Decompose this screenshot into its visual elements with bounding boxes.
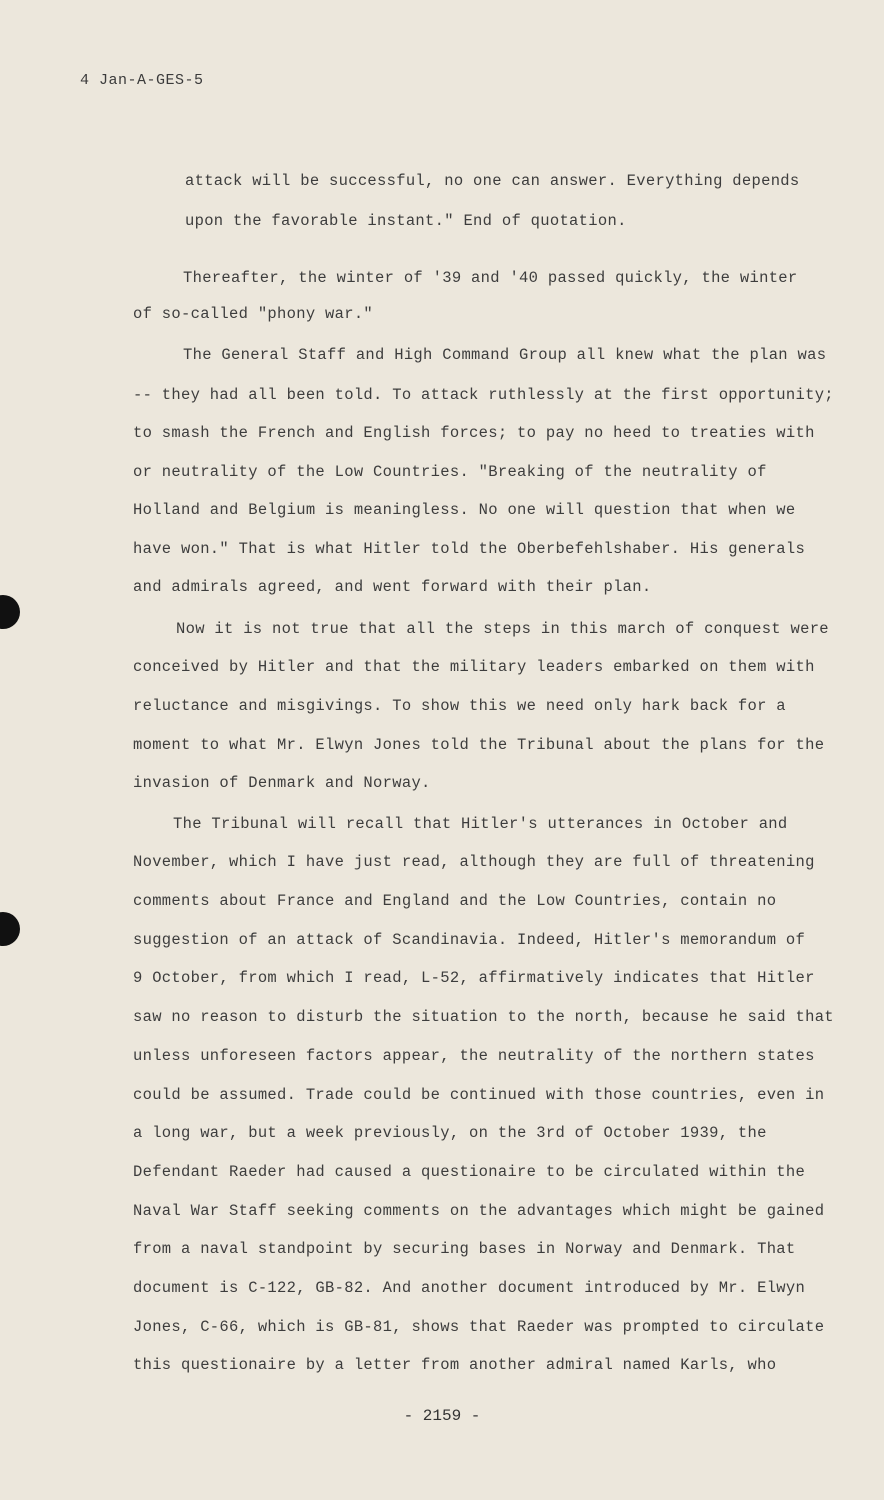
text-line: -- they had all been told. To attack ruthlessly at the first opportunity; — [133, 386, 834, 404]
text-line: of so-called "phony war." — [133, 305, 374, 323]
punch-hole — [0, 912, 20, 946]
text-line: invasion of Denmark and Norway. — [133, 774, 431, 792]
text-line: attack will be successful, no one can answer. Everything depends — [185, 172, 800, 190]
document-code: 4 Jan-A-GES-5 — [80, 72, 204, 89]
text-line: have won." That is what Hitler told the Oberbefehlshaber. His generals — [133, 540, 806, 558]
text-line: saw no reason to disturb the situation to the north, because he said that — [133, 1008, 834, 1026]
text-line: or neutrality of the Low Countries. "Breaking of the neutrality of — [133, 463, 767, 481]
text-line: upon the favorable instant." End of quotation. — [185, 212, 627, 230]
text-line: Thereafter, the winter of '39 and '40 passed quickly, the winter — [183, 269, 798, 287]
punch-hole — [0, 595, 20, 629]
text-line: conceived by Hitler and that the military leaders embarked on them with — [133, 658, 815, 676]
text-line: to smash the French and English forces; to pay no heed to treaties with — [133, 424, 815, 442]
text-line: could be assumed. Trade could be continued with those countries, even in — [133, 1086, 825, 1104]
text-line: and admirals agreed, and went forward with their plan. — [133, 578, 652, 596]
text-line: Jones, C-66, which is GB-81, shows that Raeder was prompted to circulate — [133, 1318, 825, 1336]
text-line: from a naval standpoint by securing bases in Norway and Denmark. That — [133, 1240, 796, 1258]
text-line: The General Staff and High Command Group all knew what the plan was — [183, 346, 827, 364]
text-line: Naval War Staff seeking comments on the advantages which might be gained — [133, 1202, 825, 1220]
text-line: a long war, but a week previously, on the 3rd of October 1939, the — [133, 1124, 767, 1142]
text-line: comments about France and England and the Low Countries, contain no — [133, 892, 777, 910]
text-line: Holland and Belgium is meaningless. No one will question that when we — [133, 501, 796, 519]
text-line: this questionaire by a letter from another admiral named Karls, who — [133, 1356, 777, 1374]
page-number: - 2159 - — [403, 1407, 481, 1425]
text-line: Now it is not true that all the steps in this march of conquest were — [176, 620, 829, 638]
text-line: 9 October, from which I read, L-52, affirmatively indicates that Hitler — [133, 969, 815, 987]
text-line: moment to what Mr. Elwyn Jones told the Tribunal about the plans for the — [133, 736, 825, 754]
text-line: suggestion of an attack of Scandinavia. Indeed, Hitler's memorandum of — [133, 931, 806, 949]
text-line: The Tribunal will recall that Hitler's utterances in October and — [173, 815, 788, 833]
text-line: Defendant Raeder had caused a questionaire to be circulated within the — [133, 1163, 806, 1181]
text-line: reluctance and misgivings. To show this we need only hark back for a — [133, 697, 786, 715]
text-line: document is C-122, GB-82. And another document introduced by Mr. Elwyn — [133, 1279, 806, 1297]
text-line: November, which I have just read, although they are full of threatening — [133, 853, 815, 871]
text-line: unless unforeseen factors appear, the neutrality of the northern states — [133, 1047, 815, 1065]
